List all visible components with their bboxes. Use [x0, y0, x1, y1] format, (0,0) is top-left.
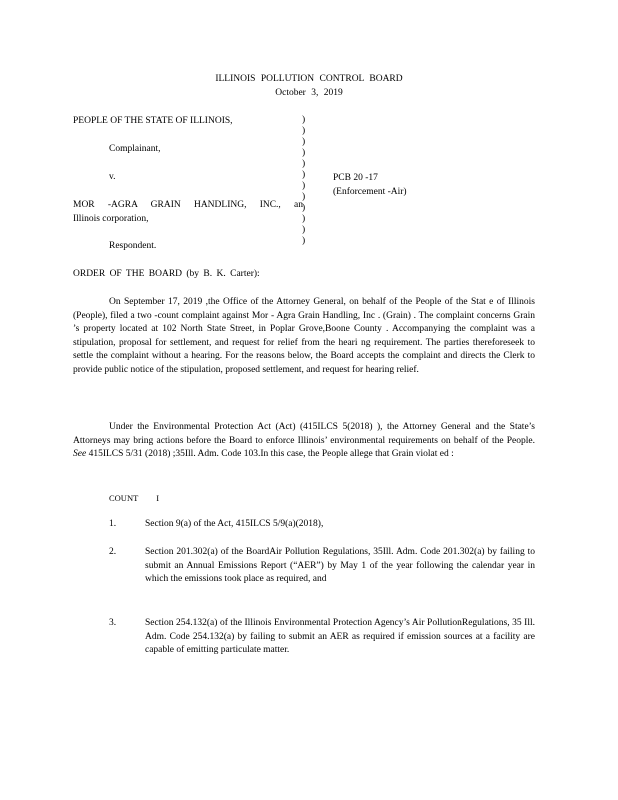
item-text: Section 201.302(a) of the BoardAir Pollution Regulations, 35Ill. Adm. Code 201.302(a) by failing to submit an Annual Emissions Report (“AER”) by May 1 of the year following the calendar year in which the emissions took place as required, and: [145, 547, 535, 584]
paren: ): [302, 159, 306, 169]
document-date: October 3, 2019: [275, 88, 343, 98]
case-type: (Enforcement -Air): [333, 187, 407, 197]
paren: ): [302, 236, 306, 246]
board-title: ILLINOIS POLLUTION CONTROL BOARD: [215, 74, 403, 84]
count-heading: [109, 492, 159, 506]
item-text: Section 9(a) of the Act, 415ILCS 5/9(a)(2018),: [145, 519, 324, 529]
paren: ): [302, 181, 306, 191]
paren: ): [302, 137, 306, 147]
case-info: [333, 171, 407, 199]
item-number: 2.: [109, 547, 117, 557]
paren: ): [302, 192, 306, 202]
item-text: Section 254.132(a) of the Illinois Environmental Protection Agency’s Air PollutionRegulations, 35 Ill. Adm. Code 254.132(a) by failing to submit an AER as required if emission sources at a facility are capable of emitting particulate matter.: [145, 618, 535, 655]
paragraph-authority: [73, 421, 535, 462]
count-number: I: [156, 493, 160, 503]
paren: ): [302, 214, 306, 224]
paren: ): [302, 203, 306, 213]
respondent-label: Respondent.: [109, 241, 157, 251]
paren: ): [302, 126, 306, 136]
case-number: PCB 20 -17: [333, 173, 378, 183]
paragraph-intro: [73, 296, 535, 377]
paragraph-text: 415ILCS 5/31 (2018) ;35Ill. Adm. Code 103.In this case, the People allege that Grain violat ed :: [86, 449, 454, 459]
caption-parentheses: [302, 115, 312, 247]
paragraph-text: On September 17, 2019 ,the Office of the Attorney General, on behalf of the People of the Stat e of Illinois (People), filed a two -count complaint against Mor - Agra Grain Handling, Inc . (Grain) . The complaint concerns Grain ’s property located at 102 North State Street, in Poplar Grove,Boone County . Accompanying the complaint was a stipulation, proposal for settlement, and request for relief from the heari ng requirement. The parties thereforeseek to settle the complaint without a hearing. For the reasons below, the Board accepts the complaint and directs the Clerk to provide public notice of the stipulation, proposed settlement, and request for hearing relief.: [73, 297, 535, 375]
item-number: 3.: [109, 618, 117, 628]
paren: ): [302, 170, 306, 180]
paren: ): [302, 148, 306, 158]
order-heading: ORDER OF THE BOARD (by B. K. Carter):: [73, 269, 260, 279]
complainant-name: PEOPLE OF THE STATE OF ILLINOIS,: [73, 116, 233, 126]
case-caption: [73, 115, 553, 255]
item-number: 1.: [109, 519, 117, 529]
complainant-label: Complainant,: [109, 144, 161, 154]
versus-label: v.: [109, 172, 116, 182]
paren: ): [302, 115, 306, 125]
paren: ): [302, 225, 306, 235]
see-signal: See: [73, 449, 87, 459]
respondent-name: MOR -AGRA GRAIN HANDLING, INC., an: [73, 200, 303, 210]
count-label: COUNT: [109, 493, 139, 503]
document-header: [0, 72, 618, 100]
paragraph-text: Under the Environmental Protection Act (Act) (415ILCS 5(2018) ), the Attorney General and the State’s Attorneys may bring actions before the Board to enforce Illinois’ environmental requirements on behalf of the People.: [73, 422, 535, 446]
respondent-corporation: Illinois corporation,: [73, 214, 149, 224]
